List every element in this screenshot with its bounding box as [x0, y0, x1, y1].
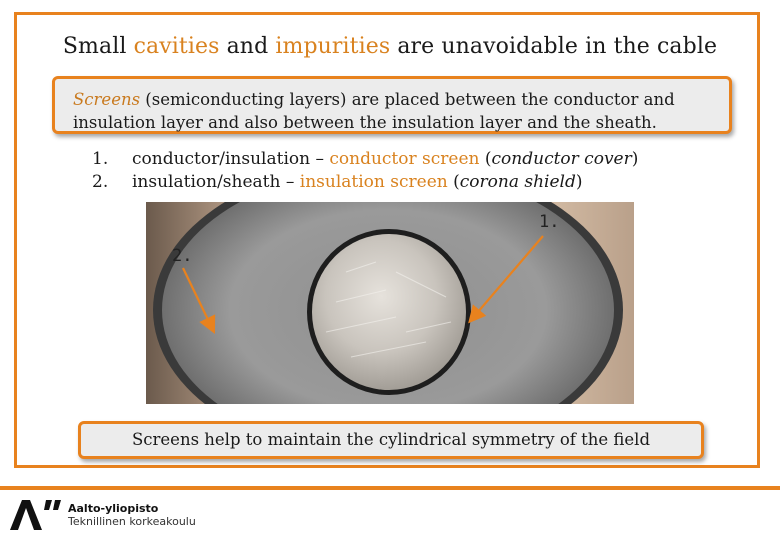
- conductor-core: [312, 234, 466, 390]
- title-text-3: are unavoidable in the cable: [390, 34, 718, 59]
- callout-emphasis: Screens: [73, 90, 141, 109]
- list-item: [92, 148, 638, 171]
- list-text: [132, 171, 583, 194]
- list-text-before: insulation/sheath –: [132, 172, 300, 192]
- callout-line-1-text: (semiconducting layers) are placed between the conductor and: [140, 90, 675, 109]
- list-paren-close: ): [631, 149, 639, 169]
- list-number: 2.: [92, 172, 109, 192]
- callout-line-2: insulation layer and also between the insulation layer and the sheath.: [73, 113, 657, 132]
- symmetry-note-box: [78, 421, 704, 459]
- callout-line-1: [73, 88, 729, 111]
- list-text-before: conductor/insulation –: [132, 149, 330, 169]
- label-conductor-screen: 1.: [539, 212, 560, 232]
- list-highlight: insulation screen: [299, 172, 448, 192]
- list-item: [92, 171, 638, 194]
- screen-list: [92, 148, 638, 194]
- screens-callout: [52, 76, 732, 134]
- footer-divider: [0, 486, 780, 490]
- list-paren-open: (: [479, 149, 492, 169]
- list-number: 1.: [92, 149, 109, 169]
- list-italic: corona shield: [459, 172, 576, 192]
- label-insulation-screen: 2.: [172, 246, 193, 266]
- list-italic: conductor cover: [491, 149, 632, 169]
- org-school: Teknillinen korkeakoulu: [68, 515, 196, 528]
- slide-title: [0, 34, 780, 59]
- org-name: Aalto-yliopisto: [68, 502, 159, 515]
- title-text-1: Small: [62, 34, 134, 59]
- cable-drawing: [146, 202, 634, 404]
- list-paren-open: (: [447, 172, 460, 192]
- title-highlight-impurities: impurities: [275, 34, 391, 59]
- title-text-2: and: [219, 34, 276, 59]
- list-text: [132, 148, 638, 171]
- title-highlight-cavities: cavities: [133, 34, 220, 59]
- list-paren-close: ): [575, 172, 583, 192]
- cable-cross-section-photo: [146, 202, 634, 404]
- aalto-logo: [8, 494, 68, 534]
- list-highlight: conductor screen: [329, 149, 480, 169]
- symmetry-note-text: Screens help to maintain the cylindrical symmetry of the field: [131, 430, 651, 449]
- org-name-block: [68, 502, 196, 528]
